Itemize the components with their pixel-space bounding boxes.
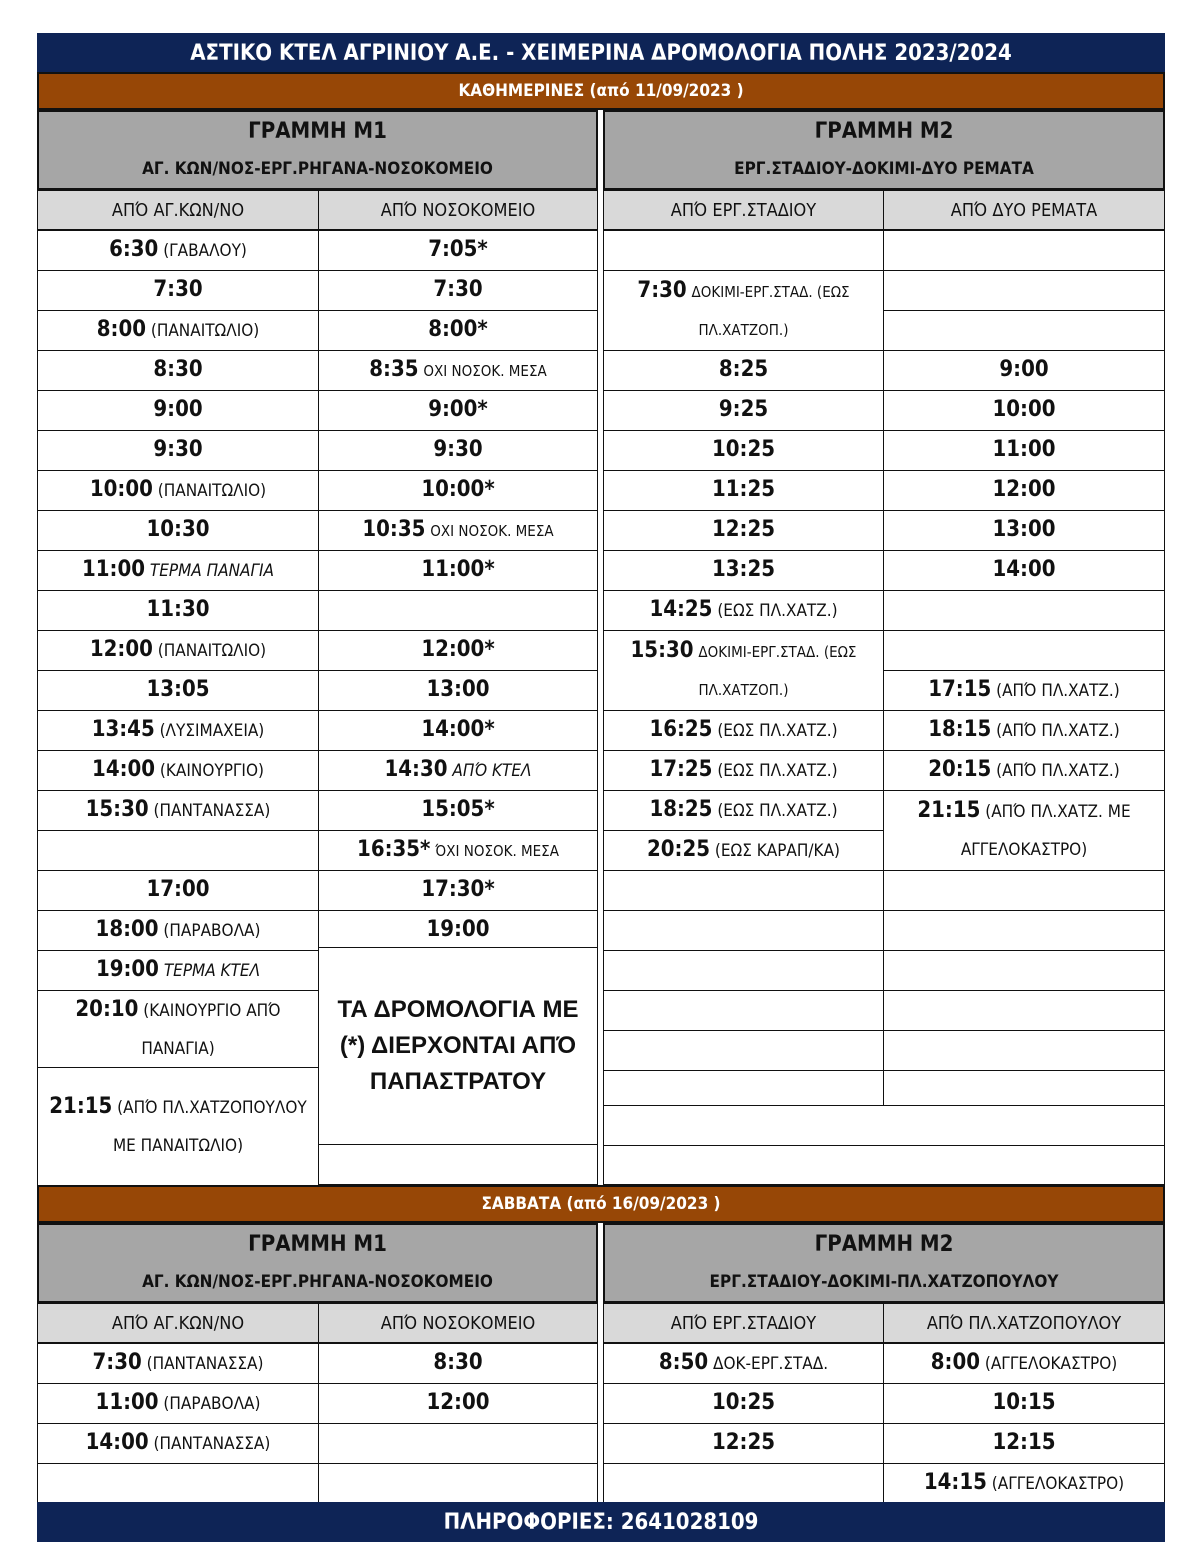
m1-departure-from-agkon <box>37 390 319 431</box>
m1-departure-from-agkon <box>37 670 319 711</box>
sat-m1-departure-from-hospital <box>318 1343 598 1384</box>
departure-note: (ΑΠΌ ΠΛ.ΧΑΤΖ. ΜΕ ΑΓΓΕΛΟΚΑΣΤΡΟ) <box>960 802 1131 860</box>
departure-time: 17:15 <box>928 677 992 702</box>
m1-departure-from-agkon <box>37 990 319 1068</box>
departure-note: ΔΟΚΙΜΙ-ΕΡΓ.ΣΤΑΔ. (ΕΩΣ ΠΛ.ΧΑΤΖΟΠ.) <box>698 643 857 699</box>
m1-departure-from-hospital <box>318 510 598 551</box>
departure-time: 14:00 <box>85 1430 149 1455</box>
line-name: ΓΡΑΜΜΗ Μ2 <box>814 1232 954 1257</box>
departure-time: 13:05 <box>146 677 210 702</box>
m1-departure-from-hospital <box>318 870 598 911</box>
m2-departure-from-stadium <box>603 430 884 471</box>
departure-note: (ΕΩΣ ΠΛ.ΧΑΤΖ.) <box>717 601 838 621</box>
col-header-from-stadium: ΑΠΌ ΕΡΓ.ΣΤΑΔΙΟΥ <box>603 190 884 230</box>
route-name: ΑΓ. ΚΩΝ/ΝΟΣ-ΕΡΓ.ΡΗΓΑΝΑ-ΝΟΣΟΚΟΜΕΙΟ <box>142 159 493 179</box>
departure-time: 9:30 <box>433 437 483 462</box>
sat-m2-departure-from-stadium <box>603 1343 884 1384</box>
departure-time: 11:25 <box>711 477 775 502</box>
m2-departure-from-stadium <box>603 750 884 791</box>
departure-time: 9:00 <box>999 357 1049 382</box>
empty-cell <box>883 950 1165 991</box>
m1-departure-from-agkon <box>37 910 319 951</box>
m2-departure-from-stadium <box>603 510 884 551</box>
departure-note: ΤΕΡΜΑ ΚΤΕΛ <box>163 961 261 981</box>
m2-departure-from-stadium <box>603 270 884 351</box>
departure-time: 7:30 <box>153 277 203 302</box>
m1-departure-from-hospital <box>318 350 598 391</box>
m1-departure-from-agkon <box>37 470 319 511</box>
departure-time: 16:25 <box>649 717 713 742</box>
m1-departure-from-hospital <box>318 710 598 751</box>
departure-time: 17:30* <box>421 877 495 902</box>
departure-note: (ΚΑΙΝΟΥΡΓΙΟ) <box>159 761 264 781</box>
sat-m2-departure-from-chatzopoulou <box>883 1463 1165 1504</box>
departure-time: 20:25 <box>647 837 711 862</box>
empty-cell <box>603 1030 884 1071</box>
departure-time: 14:30 <box>384 757 448 782</box>
departure-time: 15:30 <box>85 797 149 822</box>
m1-departure-from-hospital <box>318 550 598 591</box>
sat-m2-departure-from-chatzopoulou <box>883 1423 1165 1464</box>
departure-time: 13:45 <box>91 717 155 742</box>
departure-time: 8:00* <box>428 317 488 342</box>
departure-time: 18:25 <box>649 797 713 822</box>
saturday-m2-header <box>603 1223 1165 1303</box>
sat-m1-departure-from-hospital <box>318 1383 598 1424</box>
departure-note: (ΠΑΝΤΑΝΑΣΣΑ) <box>153 1434 271 1454</box>
departure-time: 7:30 <box>637 278 687 303</box>
departure-time: 8:00 <box>96 317 147 342</box>
departure-note: (ΠΑΝΤΑΝΑΣΣΑ) <box>146 1354 264 1374</box>
departure-note: (ΓΑΒΑΛΟΥ) <box>163 241 247 261</box>
m1-departure-from-agkon <box>37 590 319 631</box>
m1-departure-from-hospital <box>318 470 598 511</box>
departure-time: 11:00 <box>82 557 146 582</box>
departure-time: 15:30 <box>630 638 694 663</box>
m1-departure-from-hospital <box>318 750 598 791</box>
departure-note: (ΠΑΡΑΒΟΛΑ) <box>163 1394 261 1414</box>
departure-time: 9:30 <box>153 437 203 462</box>
route-name: ΕΡΓ.ΣΤΑΔΙΟΥ-ΔΟΚΙΜΙ-ΠΛ.ΧΑΤΖΟΠΟΥΛΟΥ <box>709 1272 1059 1292</box>
empty-cell <box>883 590 1165 631</box>
empty-cell <box>318 1144 598 1185</box>
departure-time: 12:25 <box>711 1430 775 1455</box>
weekday-m1-header <box>37 110 598 190</box>
m1-departure-from-hospital <box>318 230 598 271</box>
departure-note: ΔΟΚ-ΕΡΓ.ΣΤΑΔ. <box>713 1354 829 1374</box>
m1-departure-from-hospital <box>318 630 598 671</box>
departure-note: ΟΧΙ ΝΟΣΟΚ. ΜΕΣΑ <box>430 522 554 540</box>
m1-departure-from-agkon <box>37 350 319 391</box>
m2-departure-from-dyo-remata <box>883 710 1165 751</box>
m1-departure-from-agkon <box>37 510 319 551</box>
route-name: ΑΓ. ΚΩΝ/ΝΟΣ-ΕΡΓ.ΡΗΓΑΝΑ-ΝΟΣΟΚΟΜΕΙΟ <box>142 1272 493 1292</box>
sat-m1-departure-from-agkon <box>37 1423 319 1464</box>
route-name: ΕΡΓ.ΣΤΑΔΙΟΥ-ΔΟΚΙΜΙ-ΔΥΟ ΡΕΜΑΤΑ <box>734 159 1034 179</box>
line-name: ΓΡΑΜΜΗ Μ2 <box>814 119 954 144</box>
departure-note: (ΑΓΓΕΛΟΚΑΣΤΡΟ) <box>984 1354 1118 1374</box>
m1-departure-from-agkon <box>37 710 319 751</box>
m1-departure-from-agkon <box>37 310 319 351</box>
sat-m1-departure-from-agkon <box>37 1343 319 1384</box>
departure-time: 8:50 <box>658 1350 709 1375</box>
m2-departure-from-stadium <box>603 350 884 391</box>
departure-time: 21:15 <box>49 1094 113 1119</box>
empty-cell <box>603 230 884 271</box>
departure-time: 14:15 <box>923 1470 987 1495</box>
departure-time: 18:15 <box>928 717 992 742</box>
sat-m2-departure-from-chatzopoulou <box>883 1343 1165 1384</box>
departure-note: (ΑΠΌ ΠΛ.ΧΑΤΖ.) <box>996 761 1120 781</box>
departure-note: (ΕΩΣ ΠΛ.ΧΑΤΖ.) <box>717 721 838 741</box>
departure-time: 12:00 <box>89 637 153 662</box>
empty-cell <box>37 830 319 871</box>
m2-departure-from-stadium <box>603 790 884 831</box>
departure-time: 11:00 <box>95 1390 159 1415</box>
sat-col-header-from-chatzopoulou: ΑΠΌ ΠΛ.ΧΑΤΖΟΠΟΥΛΟΥ <box>883 1303 1165 1343</box>
page-title: ΑΣΤΙΚΟ ΚΤΕΛ ΑΓΡΙΝΙΟΥ Α.Ε. - ΧΕΙΜΕΡΙΝΑ ΔΡΟΜΟΛΟΓΙΑ ΠΟΛΗΣ 2023/2024 <box>37 33 1165 73</box>
departure-time: 13:25 <box>711 557 775 582</box>
departure-time: 9:00 <box>153 397 203 422</box>
m1-departure-from-agkon <box>37 630 319 671</box>
departure-time: 10:30 <box>146 517 210 542</box>
departure-note: (ΠΑΝΑΙΤΩΛΙΟ) <box>157 481 267 501</box>
departure-note: (ΛΥΣΙΜΑΧΕΙΑ) <box>159 721 265 741</box>
m1-departure-from-agkon <box>37 950 319 991</box>
info-footer: ΠΛΗΡΟΦΟΡΙΕΣ: 2641028109 <box>37 1502 1165 1542</box>
empty-cell <box>883 310 1165 351</box>
departure-note: (ΠΑΡΑΒΟΛΑ) <box>163 921 261 941</box>
departure-time: 10:00* <box>421 477 495 502</box>
empty-cell <box>603 1105 1165 1146</box>
departure-time: 17:25 <box>649 757 713 782</box>
departure-time: 10:25 <box>711 1390 775 1415</box>
m2-departure-from-dyo-remata <box>883 390 1165 431</box>
m1-departure-from-hospital <box>318 830 598 871</box>
departure-time: 10:15 <box>992 1390 1056 1415</box>
saturday-m1-header <box>37 1223 598 1303</box>
departure-time: 14:00 <box>992 557 1056 582</box>
departure-note: ΤΕΡΜΑ ΠΑΝΑΓΙΑ <box>149 561 274 581</box>
empty-cell <box>883 230 1165 271</box>
departure-time: 18:00 <box>95 917 159 942</box>
departure-time: 8:25 <box>718 357 769 382</box>
weekdays-band: ΚΑΘΗΜΕΡΙΝΕΣ (από 11/09/2023 ) <box>37 72 1165 110</box>
empty-cell <box>603 950 884 991</box>
line-name: ΓΡΑΜΜΗ Μ1 <box>248 119 387 144</box>
col-header-from-agkon: ΑΠΌ ΑΓ.ΚΩΝ/ΝΟ <box>37 190 319 230</box>
departure-note: (ΑΓΓΕΛΟΚΑΣΤΡΟ) <box>991 1474 1125 1494</box>
weekday-m2-header <box>603 110 1165 190</box>
empty-cell <box>603 1463 884 1504</box>
departure-time: 8:30 <box>153 357 203 382</box>
departure-time: 6:30 <box>109 237 159 262</box>
departure-time: 15:05* <box>421 797 495 822</box>
empty-cell <box>883 1030 1165 1071</box>
line-name: ΓΡΑΜΜΗ Μ1 <box>248 1232 387 1257</box>
m1-departure-from-hospital <box>318 430 598 471</box>
departure-time: 14:00* <box>421 717 495 742</box>
departure-time: 14:00 <box>92 757 156 782</box>
m1-departure-from-hospital <box>318 270 598 311</box>
m2-departure-from-stadium <box>603 390 884 431</box>
m2-departure-from-dyo-remata <box>883 510 1165 551</box>
m1-departure-from-agkon <box>37 790 319 831</box>
departure-time: 21:15 <box>917 798 981 823</box>
sat-m2-departure-from-stadium <box>603 1383 884 1424</box>
empty-cell <box>318 1463 598 1504</box>
departure-time: 10:25 <box>711 437 775 462</box>
empty-cell <box>37 1463 319 1504</box>
empty-cell <box>318 1423 598 1464</box>
departure-note: (ΑΠΌ ΠΛ.ΧΑΤΖΟΠΟΥΛΟΥ ΜΕ ΠΑΝΑΙΤΩΛΙΟ) <box>112 1098 307 1156</box>
departure-note: ΑΠΌ ΚΤΕΛ <box>452 761 532 781</box>
m2-departure-from-dyo-remata <box>883 430 1165 471</box>
departure-note: (ΚΑΙΝΟΥΡΓΙΟ ΑΠΌ ΠΑΝΑΓΙΑ) <box>141 1000 281 1059</box>
departure-note: (ΑΠΌ ΠΛ.ΧΑΤΖ.) <box>996 681 1120 701</box>
departure-time: 12:00 <box>992 477 1056 502</box>
m1-departure-from-hospital <box>318 390 598 431</box>
empty-cell <box>603 870 884 911</box>
departure-note: ΟΧΙ ΝΟΣΟΚ. ΜΕΣΑ <box>423 362 547 380</box>
departure-time: 12:15 <box>992 1430 1056 1455</box>
m2-departure-from-dyo-remata <box>883 550 1165 591</box>
departure-note: (ΠΑΝΤΑΝΑΣΣΑ) <box>153 801 271 821</box>
m2-departure-from-stadium <box>603 590 884 631</box>
m1-departure-from-agkon <box>37 550 319 591</box>
m2-departure-from-stadium <box>603 710 884 751</box>
empty-cell <box>883 630 1165 671</box>
departure-time: 10:00 <box>89 477 153 502</box>
departure-time: 11:30 <box>146 597 210 622</box>
empty-cell <box>603 990 884 1031</box>
departure-time: 13:00 <box>992 517 1056 542</box>
departure-time: 17:00 <box>146 877 210 902</box>
departure-time: 7:30 <box>92 1350 142 1375</box>
sat-col-header-from-agkon: ΑΠΌ ΑΓ.ΚΩΝ/ΝΟ <box>37 1303 319 1343</box>
empty-cell <box>883 910 1165 951</box>
departure-time: 8:30 <box>433 1350 483 1375</box>
departure-time: 11:00* <box>421 557 495 582</box>
empty-cell <box>883 870 1165 911</box>
m2-departure-from-stadium <box>603 830 884 871</box>
m2-departure-from-dyo-remata <box>883 470 1165 511</box>
m2-departure-from-dyo-remata <box>883 750 1165 791</box>
m2-departure-from-stadium <box>603 470 884 511</box>
empty-cell <box>603 1145 1165 1185</box>
m2-departure-from-stadium <box>603 630 884 711</box>
empty-cell <box>603 910 884 951</box>
departure-time: 12:00* <box>421 637 495 662</box>
departure-time: 20:10 <box>75 996 139 1022</box>
m2-departure-from-dyo-remata <box>883 790 1165 871</box>
departure-time: 12:25 <box>711 517 775 542</box>
departure-time: 7:05* <box>428 237 488 262</box>
sat-m2-departure-from-stadium <box>603 1423 884 1464</box>
m2-departure-from-dyo-remata <box>883 670 1165 711</box>
empty-cell <box>318 590 598 631</box>
departure-note: ΔΟΚΙΜΙ-ΕΡΓ.ΣΤΑΔ. (ΕΩΣ ΠΛ.ΧΑΤΖΟΠ.) <box>691 283 850 339</box>
departure-time: 16:35* <box>357 837 431 862</box>
departure-note: ΌΧΙ ΝΟΣΟΚ. ΜΕΣΑ <box>435 842 559 860</box>
m1-departure-from-agkon <box>37 1067 319 1186</box>
col-header-from-dyo-remata: ΑΠΌ ΔΥΟ ΡΕΜΑΤΑ <box>883 190 1165 230</box>
m1-departure-from-agkon <box>37 230 319 271</box>
departure-time: 9:00* <box>428 397 488 422</box>
m1-departure-from-agkon <box>37 750 319 791</box>
departure-time: 9:25 <box>718 397 769 422</box>
departure-time: 20:15 <box>928 757 992 782</box>
departure-time: 8:00 <box>930 1350 981 1375</box>
m1-departure-from-hospital <box>318 910 598 951</box>
departure-note: (ΑΠΌ ΠΛ.ΧΑΤΖ.) <box>996 721 1120 741</box>
sat-col-header-from-hospital: ΑΠΌ ΝΟΣΟΚΟΜΕΙΟ <box>318 1303 598 1343</box>
departure-time: 10:00 <box>992 397 1056 422</box>
departure-time: 19:00 <box>95 957 159 982</box>
departure-note: (ΕΩΣ ΠΛ.ΧΑΤΖ.) <box>717 761 838 781</box>
sat-m2-departure-from-chatzopoulou <box>883 1383 1165 1424</box>
m1-departure-from-hospital <box>318 670 598 711</box>
departure-time: 13:00 <box>426 677 490 702</box>
departure-note: (ΕΩΣ ΠΛ.ΧΑΤΖ.) <box>717 801 838 821</box>
departure-time: 12:00 <box>426 1390 490 1415</box>
m1-departure-from-agkon <box>37 430 319 471</box>
departure-time: 11:00 <box>992 437 1056 462</box>
departure-time: 14:25 <box>649 597 713 622</box>
departure-time: 8:35 <box>369 357 419 382</box>
col-header-from-hospital: ΑΠΌ ΝΟΣΟΚΟΜΕΙΟ <box>318 190 598 230</box>
departure-time: 7:30 <box>433 277 483 302</box>
m1-departure-from-agkon <box>37 270 319 311</box>
departure-time: 10:35 <box>362 517 426 542</box>
m1-departure-from-hospital <box>318 310 598 351</box>
m2-departure-from-stadium <box>603 550 884 591</box>
departure-note: (ΠΑΝΑΙΤΩΛΙΟ) <box>150 321 260 341</box>
m1-departure-from-agkon <box>37 870 319 911</box>
departure-note: (ΠΑΝΑΙΤΩΛΙΟ) <box>157 641 267 661</box>
empty-cell <box>883 990 1165 1031</box>
empty-cell <box>883 270 1165 311</box>
saturday-band: ΣΑΒΒΑΤΑ (από 16/09/2023 ) <box>37 1185 1165 1223</box>
m1-departure-from-hospital <box>318 790 598 831</box>
m2-departure-from-dyo-remata <box>883 350 1165 391</box>
sat-col-header-from-stadium: ΑΠΌ ΕΡΓ.ΣΤΑΔΙΟΥ <box>603 1303 884 1343</box>
departure-time: 19:00 <box>426 917 490 942</box>
asterisk-footnote: ΤΑ ΔΡΟΜΟΛΟΓΙΑ ΜΕ (*) ΔΙΕΡΧΟΝΤΑΙ ΑΠΌ ΠΑΠΑΣΤΡΑΤΟΥ <box>318 947 598 1145</box>
sat-m1-departure-from-agkon <box>37 1383 319 1424</box>
departure-note: (ΕΩΣ ΚΑΡΑΠ/ΚΑ) <box>714 841 840 861</box>
